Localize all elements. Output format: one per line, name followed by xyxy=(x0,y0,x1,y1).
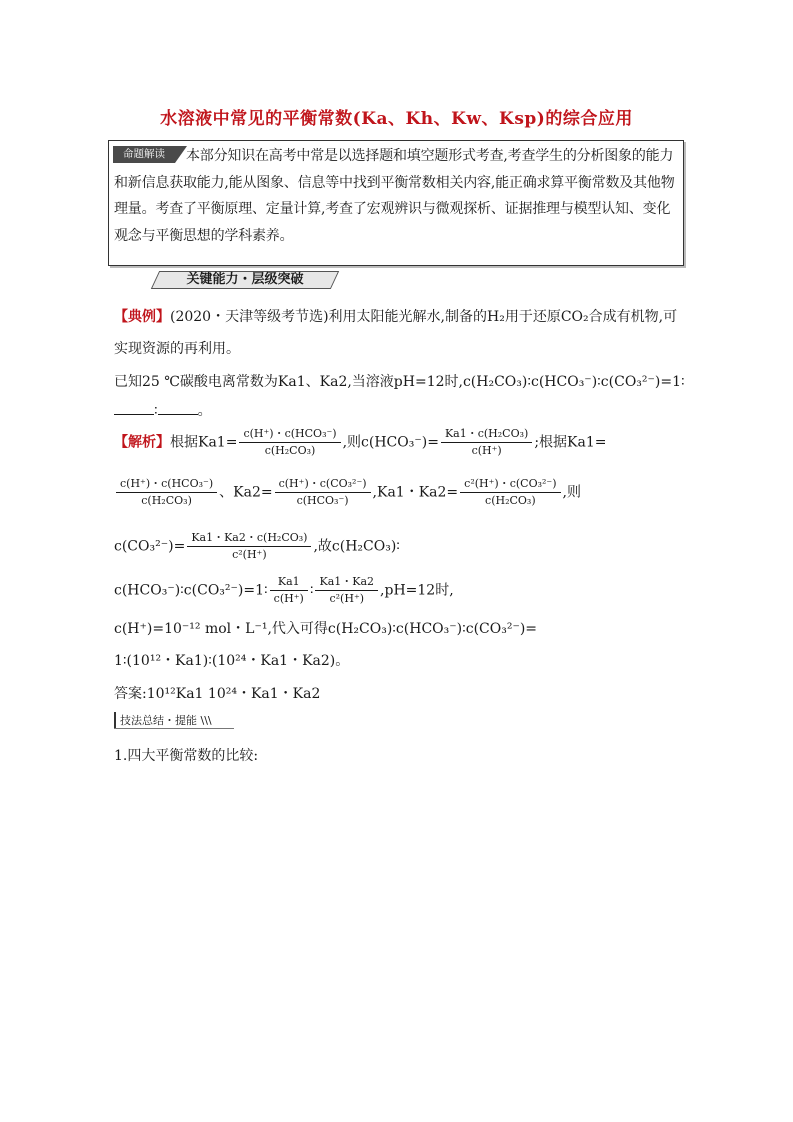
item-1: 1.四大平衡常数的比较: xyxy=(114,748,259,764)
example-line-3: 已知25 ℃碳酸电离常数为Ka1、Ka2,当溶液pH=12时,c(H₂CO₃)∶c(HCO₃⁻)∶c(CO₃²⁻)=1∶ xyxy=(114,374,685,390)
answer-line: 答案:10¹²Ka1 10²⁴・Ka1・Ka2 xyxy=(114,686,321,702)
analysis-text: ,故c(H₂CO₃)∶ xyxy=(313,538,400,555)
analysis-line-5: c(H⁺)=10⁻¹² mol・L⁻¹,代入可得c(H₂CO₃)∶c(HCO₃⁻)∶c(CO₃²⁻)= xyxy=(114,621,538,637)
analysis-text: ∶ xyxy=(309,582,314,599)
analysis-line-3 xyxy=(114,530,400,563)
example-line-1 xyxy=(114,306,677,326)
fraction: $\frac{\text{Ka1・Ka2・c(H₂CO₃)}}{\text{c²(H⁺)}}$ xyxy=(187,530,311,563)
analysis-tag: 【解析】 xyxy=(114,434,170,451)
line-end: 。 xyxy=(197,403,212,419)
analysis-text: 根据Ka1= xyxy=(170,434,238,451)
example-tag: 【典例】 xyxy=(114,309,170,325)
fraction: $\frac{\text{c(H⁺)・c(HCO₃⁻)}}{\text{c(H₂CO₃)}}$ xyxy=(239,426,340,459)
analysis-text: ,Ka1・Ka2= xyxy=(372,484,459,501)
skill-divider xyxy=(114,728,234,729)
intro-badge: 命题解读 xyxy=(113,146,175,163)
intro-text: 本部分知识在高考中常是以选择题和填空题形式考查,考查学生的分析图象的能力和新信息获取能力,能从图象、信息等中找到平衡常数相关内容,能正确求算平衡常数及其他物理量。考查了平衡原理、定量计算,考查了宏观辨识与微观探析、证据推理与模型认知、变化观念与平衡思想的学科素养。 xyxy=(114,148,675,244)
analysis-line-6: 1∶(10¹²・Ka1)∶(10²⁴・Ka1・Ka2)。 xyxy=(114,653,350,669)
answer-blank-2[interactable] xyxy=(158,402,198,415)
example-text-1: (2020・天津等级考节选)利用太阳能光解水,制备的H₂用于还原CO₂合成有机物,可 xyxy=(170,309,678,325)
fraction: $\frac{\text{c(H⁺)・c(CO₃²⁻)}}{\text{c(HCO₃⁻)}}$ xyxy=(275,476,371,509)
example-line-4 xyxy=(114,400,212,420)
analysis-text: ,则c(HCO₃⁻)= xyxy=(342,434,439,451)
fraction: $\frac{Ka1・Ka2}{\text{c²(H⁺)}}$ xyxy=(315,574,378,607)
analysis-text: ;根据Ka1= xyxy=(534,434,607,451)
analysis-line-2 xyxy=(114,476,581,509)
skill-summary-tag: 技法总结・提能 \\\ xyxy=(114,712,212,728)
analysis-line-1 xyxy=(114,426,607,459)
page-title: 水溶液中常见的平衡常数(Ka、Kh、Kw、Ksp)的综合应用 xyxy=(160,109,633,129)
example-line-2: 实现资源的再利用。 xyxy=(114,341,240,357)
analysis-line-4 xyxy=(114,574,454,607)
fraction: $\frac{\text{c²(H⁺)・c(CO₃²⁻)}}{\text{c(H₂CO₃)}}$ xyxy=(460,476,560,509)
fraction: $\frac{Ka1}{c(H^+)}$ xyxy=(270,574,308,607)
section-heading-label: 关键能力・层级突破 xyxy=(186,272,304,287)
analysis-text: ,则 xyxy=(562,484,581,501)
fraction: $\frac{\text{c(H⁺)・c(HCO₃⁻)}}{\text{c(H₂CO₃)}}$ xyxy=(116,476,217,509)
analysis-text: 、Ka2= xyxy=(219,484,273,501)
fraction: $\frac{\text{Ka1・c(H₂CO₃)}}{c(H^+)}$ xyxy=(441,426,532,459)
blank-separator: ∶ xyxy=(154,403,158,419)
answer-blank-1[interactable] xyxy=(114,402,154,415)
analysis-text: c(CO₃²⁻)= xyxy=(114,538,186,555)
section-heading xyxy=(155,271,335,289)
analysis-text: ,pH=12时, xyxy=(380,582,454,599)
analysis-text: c(HCO₃⁻)∶c(CO₃²⁻)=1∶ xyxy=(114,582,268,599)
